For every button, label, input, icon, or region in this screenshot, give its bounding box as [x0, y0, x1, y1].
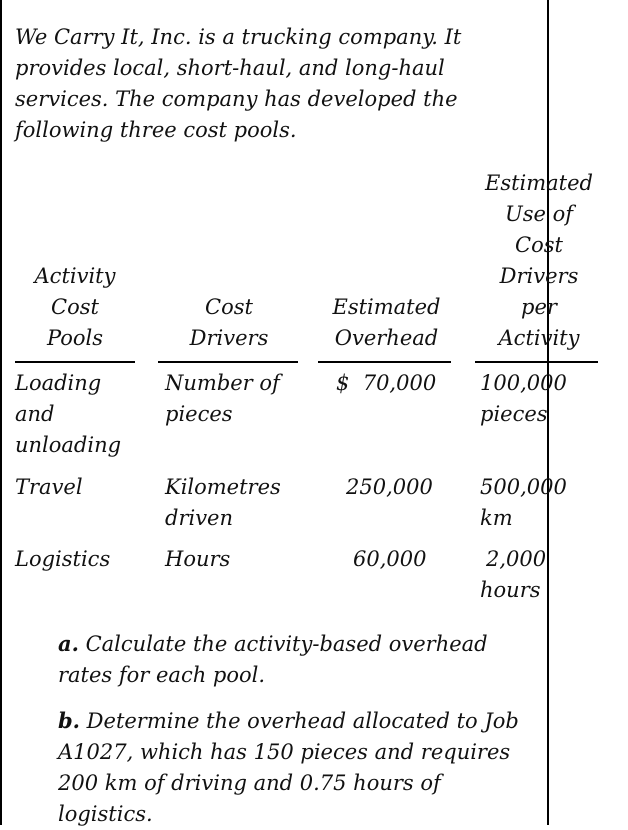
header-line: Cost	[51, 295, 99, 319]
header-rule	[318, 361, 451, 363]
cell-line: unloading	[15, 433, 122, 457]
header-line: Drivers	[189, 326, 269, 350]
header-activity-cost-pools	[20, 261, 130, 354]
cell-line: Number of	[165, 371, 280, 395]
cell-line: pieces	[480, 402, 548, 426]
row-logistics-use	[480, 544, 546, 606]
cell-line: km	[480, 506, 513, 530]
cell-line: driven	[165, 506, 234, 530]
left-border	[0, 0, 2, 825]
question-text: Calculate the activity-based overhead rates for each pool.	[58, 632, 488, 687]
header-line: Use of	[505, 202, 573, 226]
cell-line: Travel	[15, 475, 83, 499]
header-cost-drivers	[160, 292, 298, 354]
header-line: Activity	[34, 264, 116, 288]
row-logistics-overhead: 60,000	[353, 547, 427, 571]
header-estimated-overhead	[320, 292, 453, 354]
header-estimated-use	[478, 168, 600, 354]
header-line: Cost	[515, 233, 563, 257]
row-travel-driver	[165, 472, 281, 534]
cell-line: pieces	[165, 402, 233, 426]
header-line: Estimated	[332, 295, 441, 319]
row-loading-pool	[15, 368, 121, 461]
row-logistics-driver	[165, 544, 230, 575]
cell-line: 100,000	[480, 371, 567, 395]
intro-paragraph: We Carry It, Inc. is a trucking company. It provides local, short-haul, and long-haul services. The company has developed the following three cost pools.	[15, 25, 462, 142]
header-line: Cost	[205, 295, 253, 319]
question-b	[58, 705, 538, 830]
question-text: Determine the overhead allocated to Job A1027, which has 150 pieces and requires 200 km of driving and 0.75 hours of logistics.	[58, 709, 519, 826]
question-label: b.	[58, 708, 80, 733]
header-rule	[15, 361, 135, 363]
header-line: Pools	[46, 326, 104, 350]
cell-line: Hours	[165, 547, 231, 571]
header-line: Drivers	[499, 264, 579, 288]
cell-line: Loading	[15, 371, 102, 395]
header-line: Overhead	[334, 326, 439, 350]
cell-line: 500,000	[480, 475, 567, 499]
header-line: Estimated	[484, 171, 593, 195]
row-travel-use	[480, 472, 567, 534]
row-loading-use	[480, 368, 567, 430]
header-line: per	[521, 295, 557, 319]
question-label: a.	[58, 631, 79, 656]
header-rule	[158, 361, 298, 363]
row-logistics-pool	[15, 544, 110, 575]
cell-line: hours	[480, 578, 541, 602]
question-a	[58, 628, 538, 691]
cell-line: and	[15, 402, 55, 426]
row-loading-driver	[165, 368, 280, 430]
cell-line: Logistics	[15, 547, 111, 571]
row-travel-overhead: 250,000	[346, 475, 433, 499]
row-travel-pool	[15, 472, 83, 503]
cell-line: Kilometres	[165, 475, 281, 499]
row-loading-overhead: $ 70,000	[336, 371, 437, 395]
cell-line: 2,000	[486, 547, 547, 571]
header-rule	[475, 361, 598, 363]
header-line: Activity	[498, 326, 580, 350]
